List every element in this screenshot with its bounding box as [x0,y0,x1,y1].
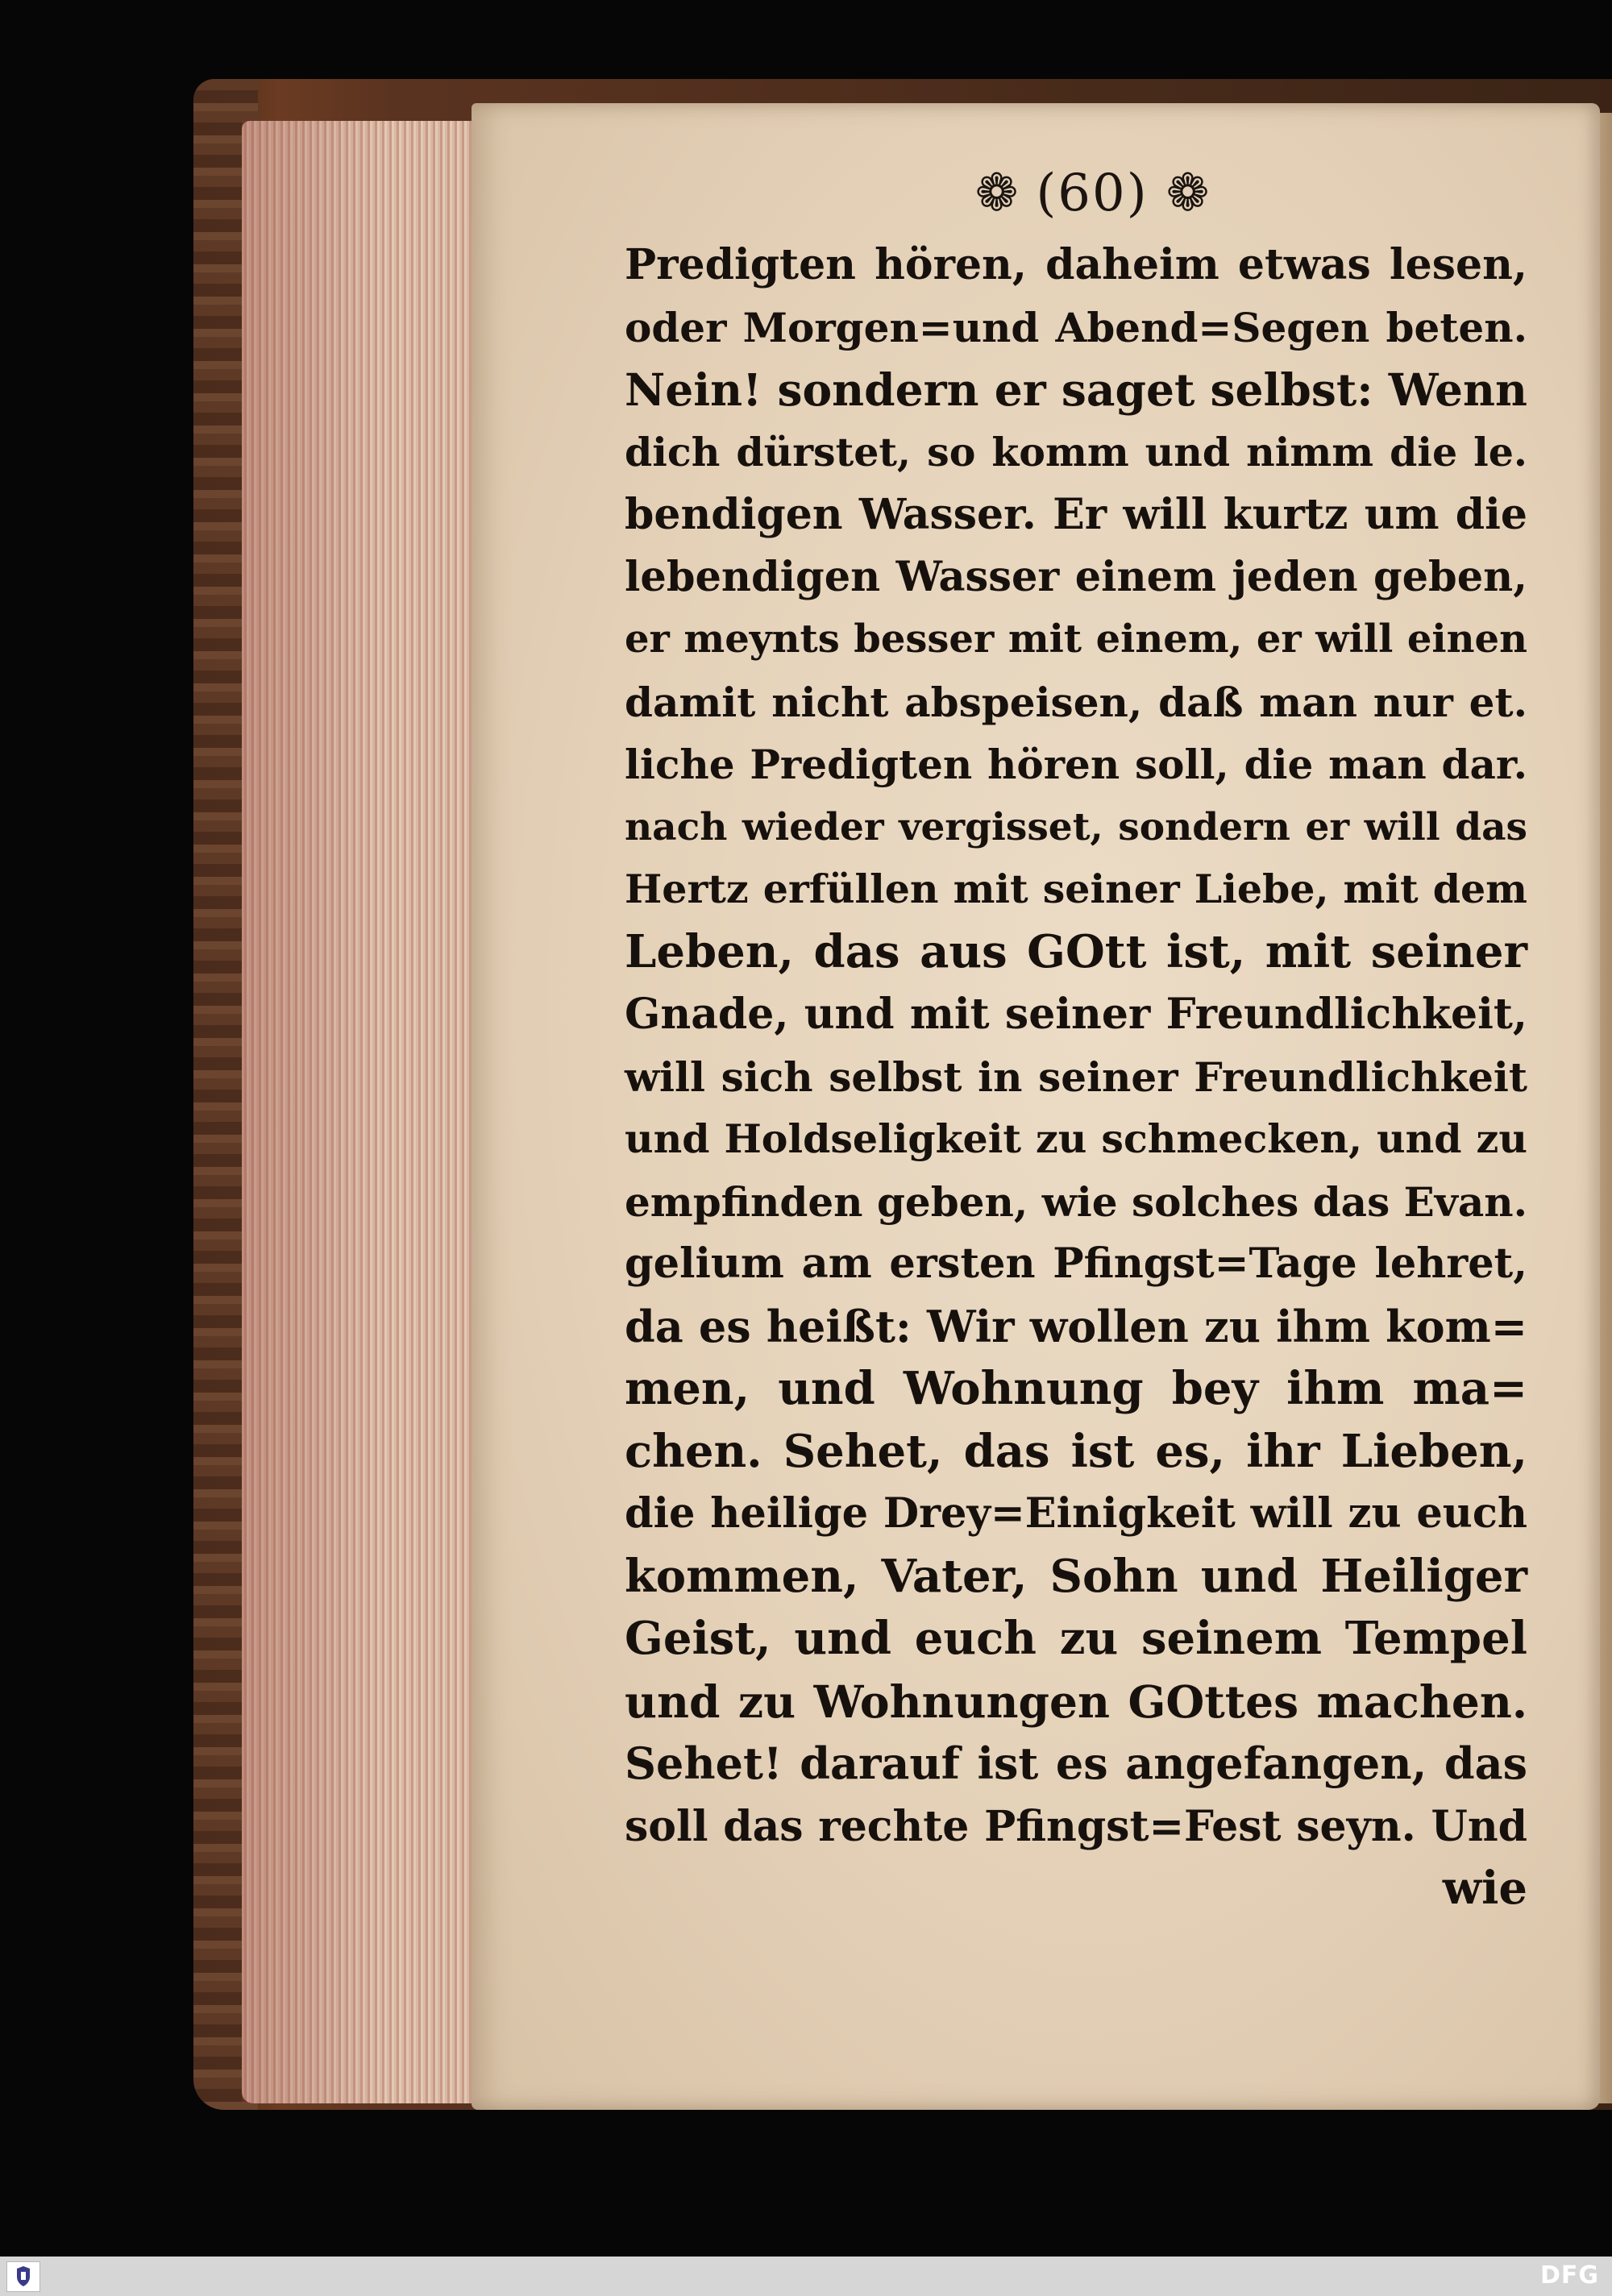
dfg-logo: DFG [1539,2261,1599,2290]
text-line: Gnade, und mit seiner Freundlichkeit, [625,990,1527,1039]
text-line: die heilige Drey=Einigkeit will zu euch [625,1489,1527,1538]
body-text [625,234,1527,1920]
text-line: will sich selbst in seiner Freundlichkeit [625,1053,1527,1101]
ornament-right-icon: ❁ [1165,164,1210,223]
text-line: liche Predigten hören soll, die man dar. [625,741,1527,788]
text-line: dich dürstet, so komm und nimm die le. [625,428,1527,475]
text-line: chen. Sehet, das ist es, ihr Lieben, [625,1424,1527,1478]
text-line: er meynts besser mit einem, er will einen [625,617,1527,662]
text-line: men, und Wohnung bey ihm ma= [625,1362,1527,1415]
text-line: und zu Wohnungen GOttes machen. [625,1675,1527,1728]
text-line: und Holdseligkeit zu schmecken, und zu [625,1115,1527,1162]
text-line: gelium am ersten Pfingst=Tage lehret, [625,1239,1527,1288]
catchword: wie [1442,1862,1527,1915]
text-line: Sehet! darauf ist es angefangen, das [625,1738,1527,1789]
text-line: nach wieder vergisset, sondern er will das [625,804,1527,849]
text-line: da es heißt: Wir wollen zu ihm kom= [625,1300,1527,1352]
text-line: Hertz erfüllen mit seiner Liebe, mit dem [625,866,1527,912]
text-line: bendigen Wasser. Er will kurtz um die [625,490,1527,539]
text-line: Nein! sondern er saget selbst: Wenn [625,363,1527,416]
text-line: empfinden geben, wie solches das Evan. [625,1177,1527,1226]
ornament-left-icon: ❁ [974,164,1019,223]
library-seal-icon [6,2261,40,2292]
page-number: (60) [1036,164,1149,223]
text-line: lebendigen Wasser einem jeden geben, [625,552,1527,601]
text-line: kommen, Vater, Sohn und Heiliger [625,1549,1527,1603]
text-line: soll das rechte Pfingst=Fest seyn. Und [625,1801,1527,1851]
text-line: oder Morgen=und Abend=Segen beten. [625,303,1527,351]
viewer-footer-bar [0,2257,1612,2296]
page-block-edges [242,121,484,2103]
text-line: Predigten hören, daheim etwas lesen, [625,240,1527,289]
page-header [923,157,1261,230]
text-line: Leben, das aus GOtt ist, mit seiner [625,924,1527,978]
text-line: Geist, und euch zu seinem Tempel [625,1612,1527,1665]
text-line: damit nicht abspeisen, daß man nur et. [625,678,1527,726]
